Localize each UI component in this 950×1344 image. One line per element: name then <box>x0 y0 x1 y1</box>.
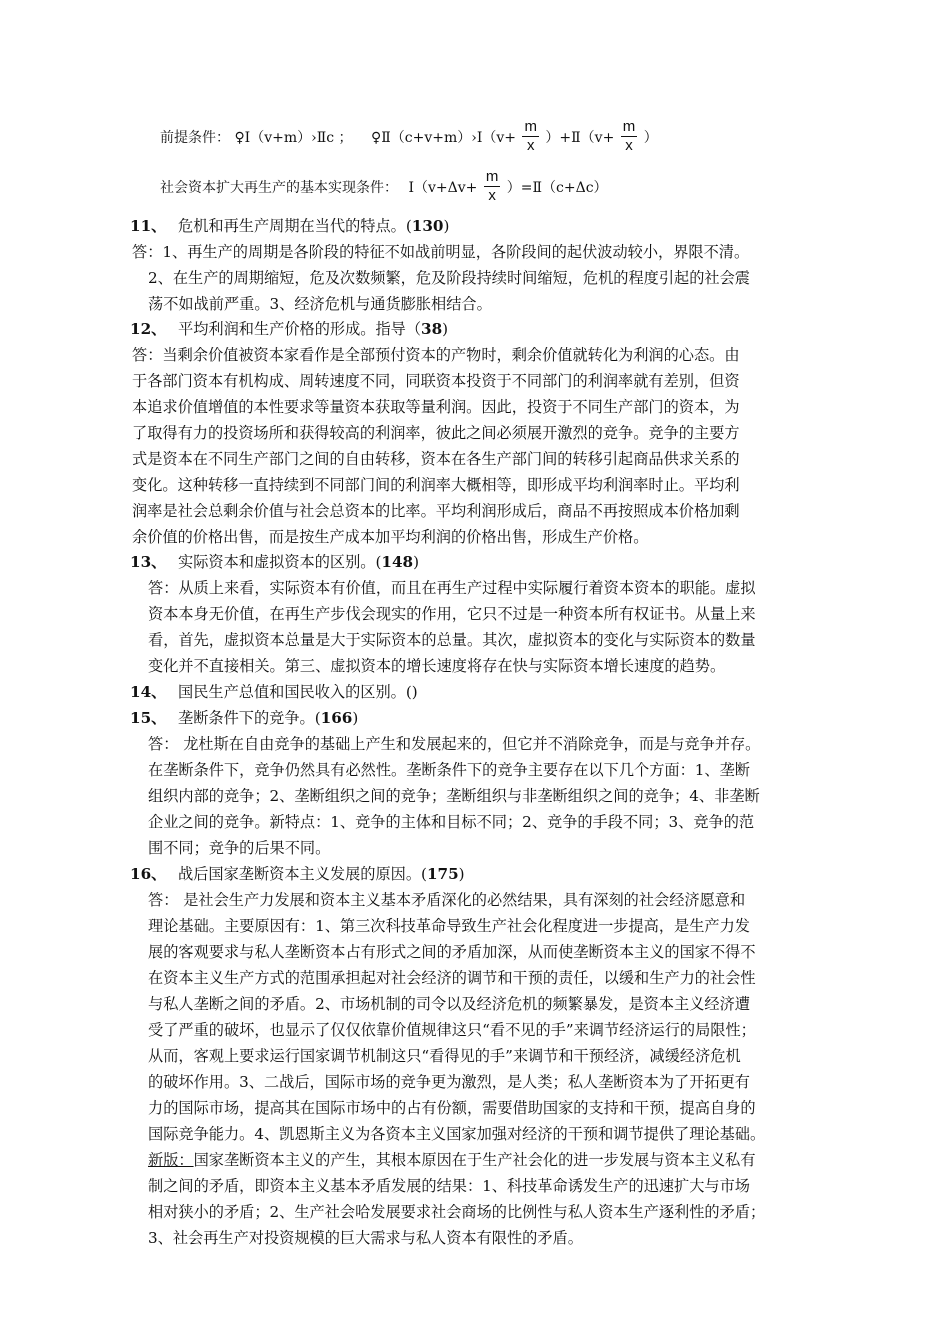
answer-line: 看，首先，虚拟资本总量是大于实际资本的总量。其次，虚拟资本的变化与实际资本的数量 <box>148 631 756 649</box>
answer-line: 围不同；竞争的后果不同。 <box>148 839 331 857</box>
formula-term: ）+Ⅱ（v+ <box>545 129 615 146</box>
question-14-heading <box>130 680 418 704</box>
answer-line: 在资本主义生产方式的范围承担起对社会经济的调节和干预的责任，以缓和生产力的社会性 <box>148 969 756 987</box>
question-13-heading <box>130 550 419 574</box>
question-title: 战后国家垄断资本主义发展的原因。( <box>178 865 427 883</box>
question-15-heading <box>130 706 358 730</box>
question-title: 危机和再生产周期在当代的特点。( <box>178 217 412 235</box>
answer-line: 理论基础。主要原因有：1、第三次科技革命导致生产社会化程度进一步提高，是生产力发 <box>148 917 750 935</box>
page-ref: 148 <box>381 553 414 571</box>
question-title: 国民生产总值和国民收入的区别。() <box>178 683 418 701</box>
fraction-m-over-x: $\frac{m}{x}$ <box>524 118 537 154</box>
formula-expanded-reproduction <box>160 168 608 212</box>
formula-term: ） <box>643 129 658 146</box>
formula-term: ♀Ⅰ（v+m）›Ⅱc ； <box>234 129 353 146</box>
answer-line: 力的国际市场，提高其在国际市场中的占有份额，需要借助国家的支持和干预，提高自身的 <box>148 1099 756 1117</box>
question-number: 16、 <box>130 865 167 883</box>
question-11-heading <box>130 214 449 238</box>
fraction-m-over-x: $\frac{m}{x}$ <box>485 168 499 204</box>
answer-line: 组织内部的竞争；2、垄断组织之间的竞争；垄断组织与非垄断组织之间的竞争；4、非垄断 <box>148 787 760 805</box>
answer-line: 本追求价值增值的本性要求等量资本获取等量利润。因此，投资于不同生产部门的资本，为 <box>132 398 740 416</box>
answer-line: 的破坏作用。3、二战后，国际市场的竞争更为激烈，是人类；私人垄断资本为了开拓更有 <box>148 1073 750 1091</box>
new-version-label: 新版： <box>148 1151 194 1169</box>
answer-line: 变化。这种转移一直持续到不同部门间的利润率大概相等，即形成平均利润率时止。平均利 <box>132 476 740 494</box>
answer-line: 3、社会再生产对投资规模的巨大需求与私人资本有限性的矛盾。 <box>148 1229 583 1247</box>
answer-line: 于各部门资本有机构成、周转速度不同，同联资本投资于不同部门的利润率就有差别，但资 <box>132 372 740 390</box>
formula-term: ）=Ⅱ（c+Δc） <box>506 179 608 196</box>
question-title: 实际资本和虚拟资本的区别。( <box>178 553 382 571</box>
answer-line: 2、在生产的周期缩短，危及次数频繁，危及阶段持续时间缩短，危机的程度引起的社会震 <box>148 269 750 287</box>
page-ref: 166 <box>320 709 353 727</box>
question-16-heading <box>130 862 465 886</box>
page-ref: 130 <box>411 217 444 235</box>
paren: ) <box>443 217 450 235</box>
answer-line: 答：从质上来看，实际资本有价值，而且在再生产过程中实际履行着资本资本的职能。虚拟 <box>148 579 756 597</box>
question-number: 15、 <box>130 709 167 727</box>
paren: ) <box>413 553 420 571</box>
formula-term: ♀Ⅱ（c+v+m）›Ⅰ（v+ <box>371 129 517 146</box>
answer-line: 余价值的价格出售，而是按生产成本加平均利润的价格出售，形成生产价格。 <box>132 528 649 546</box>
question-number: 11、 <box>130 217 167 235</box>
fraction-m-over-x: $\frac{m}{x}$ <box>622 118 636 154</box>
answer-line: 变化并不直接相关。第三、虚拟资本的增长速度将存在快与实际资本增长速度的趋势。 <box>148 657 726 675</box>
formula-term: Ⅰ（v+Δv+ <box>408 179 478 196</box>
answer-line: 润率是社会总剩余价值与社会总资本的比率。平均利润形成后，商品不再按照成本价格加剩 <box>132 502 740 520</box>
answer-line: 荡不如战前严重。3、经济危机与通货膨胀相结合。 <box>148 295 492 313</box>
question-number: 12、 <box>130 320 167 338</box>
answer-line: 国际竞争能力。4、凯恩斯主义为各资本主义国家加强对经济的干预和调节提供了理论基础。 <box>148 1125 766 1143</box>
answer-line: 了取得有力的投资场所和获得较高的利润率，彼此之间必须展开激烈的竞争。竞争的主要方 <box>132 424 740 442</box>
answer-line: 答： 龙杜斯在自由竞争的基础上产生和发展起来的，但它并不消除竞争，而是与竞争并存。 <box>148 735 761 753</box>
answer-line: 答：1、再生产的周期是各阶段的特征不如战前明显，各阶段间的起伏波动较小，界限不清。 <box>132 243 750 261</box>
question-12-heading <box>130 317 448 341</box>
question-number: 14、 <box>130 683 167 701</box>
paren: ) <box>458 865 465 883</box>
question-title: 垄断条件下的竞争。( <box>178 709 321 727</box>
answer-line: 在垄断条件下，竞争仍然具有必然性。垄断条件下的竞争主要存在以下几个方面：1、垄断 <box>148 761 750 779</box>
formula-label: 社会资本扩大再生产的基本实现条件： <box>160 179 398 196</box>
formula-precondition <box>160 118 658 162</box>
answer-line: 式是资本在不同生产部门之间的自由转移，资本在各生产部门间的转移引起商品供求关系的 <box>132 450 740 468</box>
answer-line: 企业之间的竞争。新特点：1、竞争的主体和目标不同；2、竞争的手段不同；3、竞争的范 <box>148 813 755 831</box>
page-ref: 38 <box>421 320 443 338</box>
paren: ) <box>442 320 449 338</box>
question-number: 13、 <box>130 553 167 571</box>
new-version-text: 国家垄断资本主义的产生，其根本原因在于生产社会化的进一步发展与资本主义私有 <box>193 1151 756 1169</box>
answer-line: 展的客观要求与私人垄断资本占有形式之间的矛盾加深，从而使垄断资本主义的国家不得不 <box>148 943 756 961</box>
question-title: 平均利润和生产价格的形成。指导（ <box>178 320 421 338</box>
answer-line-new-version <box>148 1148 756 1172</box>
answer-line: 资本本身无价值，在再生产步伐会现实的作用，它只不过是一种资本所有权证书。从量上来 <box>148 605 756 623</box>
answer-line: 相对狭小的矛盾；2、生产社会哈发展要求社会商场的比例性与私人资本生产逐利性的矛盾； <box>148 1203 766 1221</box>
answer-line: 答： 是社会生产力发展和资本主义基本矛盾深化的必然结果，具有深刻的社会经济愿意和 <box>148 891 746 909</box>
answer-line: 受了严重的破坏，也显示了仅仅依靠价值规律这只“看不见的手”来调节经济运行的局限性； <box>148 1021 756 1039</box>
answer-line: 与私人垄断之间的矛盾。2、市场机制的司令以及经济危机的频繁暴发，是资本主义经济遭 <box>148 995 750 1013</box>
page-ref: 175 <box>426 865 459 883</box>
formula-label: 前提条件： <box>160 129 230 146</box>
paren: ) <box>352 709 359 727</box>
answer-line: 从而，客观上要求运行国家调节机制这只“看得见的手”来调节和干预经济，减缓经济危机 <box>148 1047 741 1065</box>
answer-line: 答：当剩余价值被资本家看作是全部预付资本的产物时，剩余价值就转化为利润的心态。由 <box>132 346 740 364</box>
answer-line: 制之间的矛盾，即资本主义基本矛盾发展的结果：1、科技革命诱发生产的迅速扩大与市场 <box>148 1177 750 1195</box>
